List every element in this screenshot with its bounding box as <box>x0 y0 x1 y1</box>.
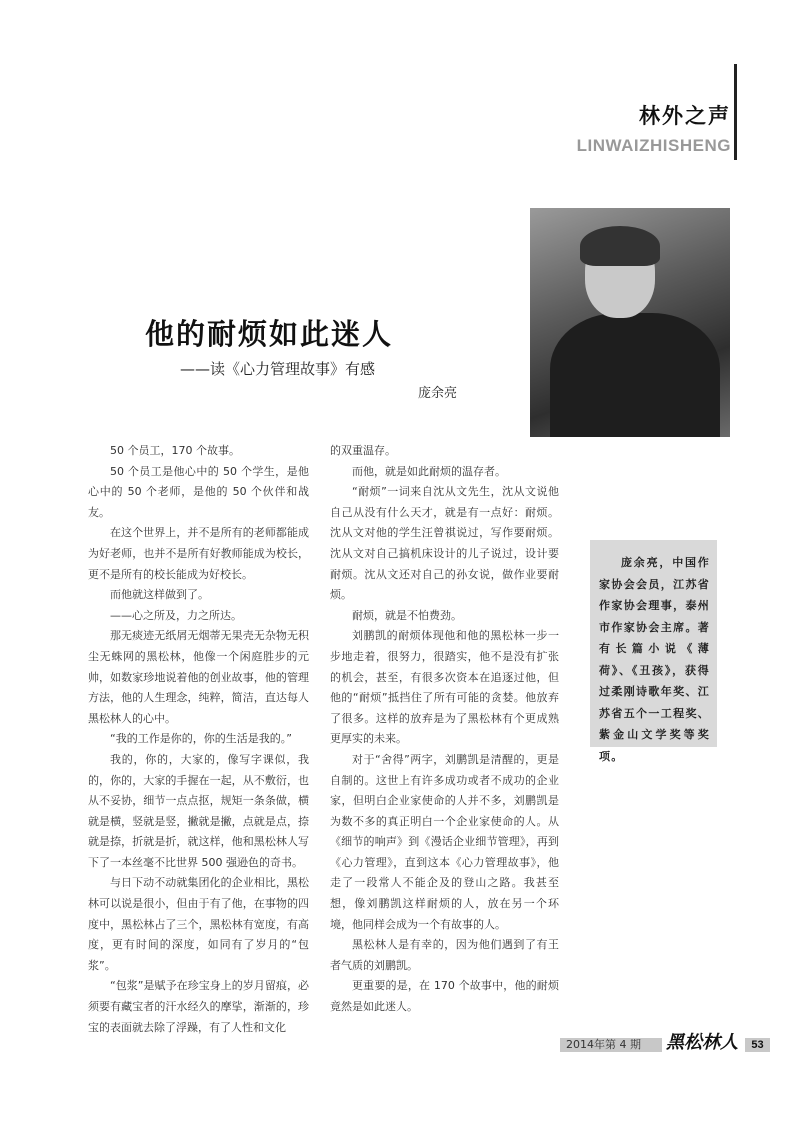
paragraph: 对于“舍得”两字，刘鹏凯是清醒的，更是自制的。这世上有许多成功或者不成功的企业家，但明白企业家使命的人并不多，刘鹏凯是为数不多的真正明白一个企业家使命的人。从《细节的响声》到《漫话企业细节管理》，再到《心力管理》，直到这本《心力管理故事》，他走了一段常人不能企及的登山之路。我甚至想，像刘鹏凯这样耐烦的人，放在另一个环境，他同样会成为一个有故事的人。 <box>330 752 559 931</box>
paragraph: 的双重温存。 <box>330 444 396 457</box>
article-title: 他的耐烦如此迷人 <box>145 317 394 351</box>
paragraph: “包浆”是赋予在珍宝身上的岁月留痕，必须要有藏宝者的汗水经久的摩挲，渐渐的，珍宝的表面就去除了浮躁，有了人性和文化 <box>88 979 309 1034</box>
article-author: 庞余亮 <box>418 386 458 401</box>
paragraph: 50 个员工，170 个故事。 <box>110 444 240 457</box>
left-column <box>88 441 309 1038</box>
section-divider <box>734 64 737 160</box>
author-photo <box>530 208 730 437</box>
magazine-logo: 黑松林人 <box>662 1031 742 1055</box>
paragraph: “我的工作是你的，你的生活是我的。” <box>110 732 292 746</box>
paragraph: 与日下动不动就集团化的企业相比，黑松林可以说是很小，但由于有了他，在事物的四度中，黑松林占了三个，黑松林有宽度，有高度，更有时间的深度，如同有了岁月的“包浆”。 <box>88 876 309 972</box>
section-title: 林外之声 <box>639 104 731 128</box>
paragraph: 耐烦，就是不怕费劲。 <box>352 608 462 622</box>
paragraph: 50 个员工是他心中的 50 个学生，是他心中的 50 个老师，是他的 50 个伙伴和战友。 <box>88 464 309 519</box>
paragraph: 那无痰迹无纸屑无烟蒂无果壳无杂物无积尘无蛛网的黑松林，他像一个闲庭胜步的元帅，如数家珍地说着他的创业故事，他的管理方法，他的人生理念，纯粹，简洁，直达每人黑松林人的心中。 <box>88 629 309 725</box>
paragraph: 在这个世界上，并不是所有的老师都能成为好老师，也并不是所有好教师能成为校长，更不是所有的校长能成为好校长。 <box>88 526 309 581</box>
paragraph: ——心之所及，力之所达。 <box>110 608 242 622</box>
author-bio: 庞余亮，中国作家协会会员，江苏省作家协会理事，泰州市作家协会主席。著有长篇小说《薄荷》、《丑孩》，获得过柔刚诗歌年奖、江苏省五个一工程奖、紫金山文学奖等奖项。 <box>599 556 710 763</box>
page-number: 53 <box>745 1038 770 1052</box>
article-subtitle: ——读《心力管理故事》有感 <box>180 360 376 378</box>
issue-label: 2014年第 4 期 <box>560 1038 705 1052</box>
author-bio-box <box>590 540 717 763</box>
paragraph: “耐烦”一词来自沈从文先生，沈从文说他自己从没有什么天才，就是有一点好：耐烦。沈从文对他的学生汪曾祺说过，写作要耐烦。沈从文对自己搞机床设计的儿子说过，设计要耐烦。沈从文还对自己的孙女说，做作业要耐烦。 <box>330 485 559 602</box>
paragraph: 更重要的是，在 170 个故事中，他的耐烦竟然是如此迷人。 <box>330 979 559 1014</box>
section-pinyin: LINWAIZHISHENG <box>576 136 731 155</box>
paragraph: 而他，就是如此耐烦的温存者。 <box>352 464 506 478</box>
right-column <box>330 441 559 1018</box>
paragraph: 而他就这样做到了。 <box>110 588 209 602</box>
paragraph: 我的，你的，大家的，像写字课似，我的，你的，大家的手握在一起，从不敷衍，也从不妥协，细节一点点抠，规矩一条条做，横就是横，竖就是竖，撇就是撇，点就是点，捺就是捺，折就是折，就这样，他和黑松林人写下了一本丝毫不比世界 500 强逊色的奇书。 <box>88 752 309 869</box>
paragraph: 黑松林人是有幸的，因为他们遇到了有王者气质的刘鹏凯。 <box>330 938 559 972</box>
paragraph: 刘鹏凯的耐烦体现他和他的黑松林一步一步地走着，很努力，很踏实，他不是没有扩张的机会，甚至，有很多次资本在追逐过他，但他的“耐烦”抵挡住了所有可能的贪婪。他放弃了很多。这样的放弃是为了黑松林有个更成熟更厚实的未来。 <box>330 629 559 746</box>
